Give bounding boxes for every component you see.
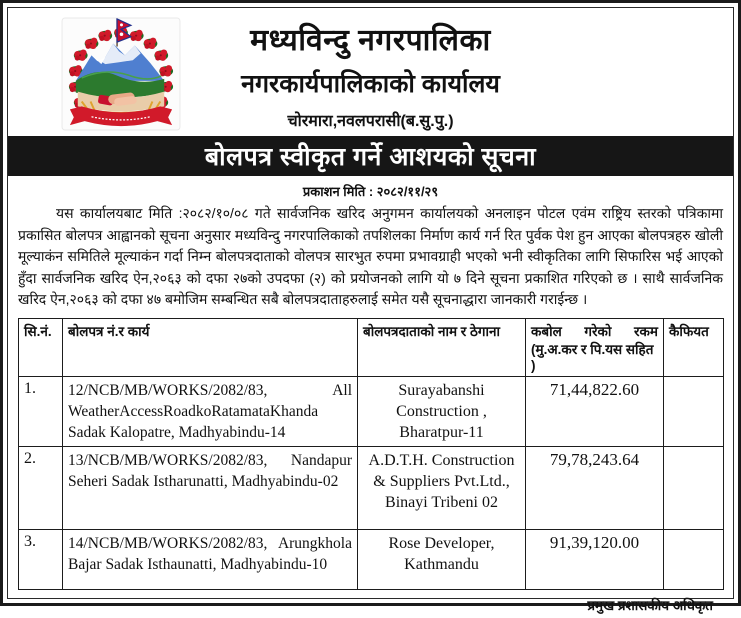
- municipality-logo: [62, 18, 180, 130]
- work-cell: 12/NCB/MB/WORKS/2082/83, All WeatherAccessRoadkoRatamataKhanda Sadak Kalopatre, Madhyabindu-14: [63, 376, 358, 446]
- inner-frame: [7, 7, 734, 613]
- amount-cell: 71,44,822.60: [526, 376, 664, 446]
- tender-table: [18, 318, 724, 590]
- bidder-cell: A.D.T.H. Construction & Suppliers Pvt.Ltd., Binayi Tribeni 02: [358, 446, 526, 529]
- bidder-cell: Rose Developer, Kathmandu: [358, 529, 526, 589]
- amount-header-line2: (मु.अ.कर र पि.यस सहित ): [531, 341, 654, 373]
- work-cell: 14/NCB/MB/WORKS/2082/83, Arungkhola Bajar Sadak Isthaunatti, Madhyabindu-10: [63, 529, 358, 589]
- municipality-name: मध्यविन्दु नगरपालिका: [250, 24, 491, 57]
- table-row: [19, 529, 724, 589]
- work-cell: 13/NCB/MB/WORKS/2082/83, Nandapur Seheri Sadak Istharunatti, Madhyabindu-02: [63, 446, 358, 529]
- office-address: चोरमारा,नवलपरासी(ब.सु.पु.): [287, 113, 454, 130]
- office-name: नगरकार्यपालिकाको कार्यालय: [241, 70, 500, 98]
- sn-cell: 3.: [19, 529, 63, 589]
- col-header-bidder: बोलपत्रदाताको नाम र ठेगाना: [358, 318, 526, 376]
- notice-title: बोलपत्र स्वीकृत गर्ने आशयको सूचना: [204, 143, 537, 171]
- amount-header-line1: कबोल गरेको रकम: [531, 323, 658, 339]
- table-header-row: [19, 318, 724, 376]
- col-header-sn: सि.नं.: [19, 318, 63, 376]
- sn-cell: 2.: [19, 446, 63, 529]
- sn-cell: 1.: [19, 376, 63, 446]
- bidder-cell: Surayabanshi Construction , Bharatpur-11: [358, 376, 526, 446]
- publication-date: प्रकाशन मिति : २०८२/११/२९: [302, 184, 439, 199]
- col-header-amount: [526, 318, 664, 376]
- remarks-cell: [664, 529, 724, 589]
- signature-line: प्रमुख प्रशासकीय अधिकृत: [587, 597, 713, 613]
- notice-banner: [8, 136, 733, 176]
- remarks-cell: [664, 446, 724, 529]
- remarks-cell: [664, 376, 724, 446]
- col-header-remarks: कैफियत: [664, 318, 724, 376]
- amount-cell: 79,78,243.64: [526, 446, 664, 529]
- table-row: [19, 446, 724, 529]
- notice-content: [8, 176, 733, 618]
- amount-cell: 91,39,120.00: [526, 529, 664, 589]
- letterhead: [8, 8, 733, 136]
- col-header-work: बोलपत्र नं.र कार्य: [63, 318, 358, 376]
- notice-body-paragraph: यस कार्यालयबाट मिति :२०८२/१०/०८ गते सार्वजनिक खरिद अनुगमन कार्यालयको अनलाइन पोटल एवंम राष्ट्रिय स्तरको पत्रिकामा प्रकासित बोलपत्र आह्वानको सूचना अनुसार मध्यविन्दु नगरपालिकाको तपशिलका निर्माण कार्य गर्न रित पुर्वक पेश हुन आएका बोलपत्रहरु खोली मूल्याकंन समितिले मूल्याकंन गर्दा निम्न बोलपत्रदाताको वोलपत्र सारभुत रुपमा प्रभावग्राही भएको भनी स्वीकृतिका लागि सिफारिस भई आएको हुँदा सार्वजनिक खरिद ऐन,२०६३ को दफा २७को उपदफा (२) को प्रयोजनको लागि यो ७ दिने सूचना प्रकाशित गरिएको छ । साथै सार्वजनिक खरिद ऐन,२०६३ को दफा ४७ बमोजिम सम्बन्धित सबै बोलपत्रदाताहरुलाई समेत यसै सूचनाद्धारा जानकारी गराईन्छ ।: [18, 205, 723, 307]
- table-row: [19, 376, 724, 446]
- municipal-emblem-icon: [62, 18, 180, 130]
